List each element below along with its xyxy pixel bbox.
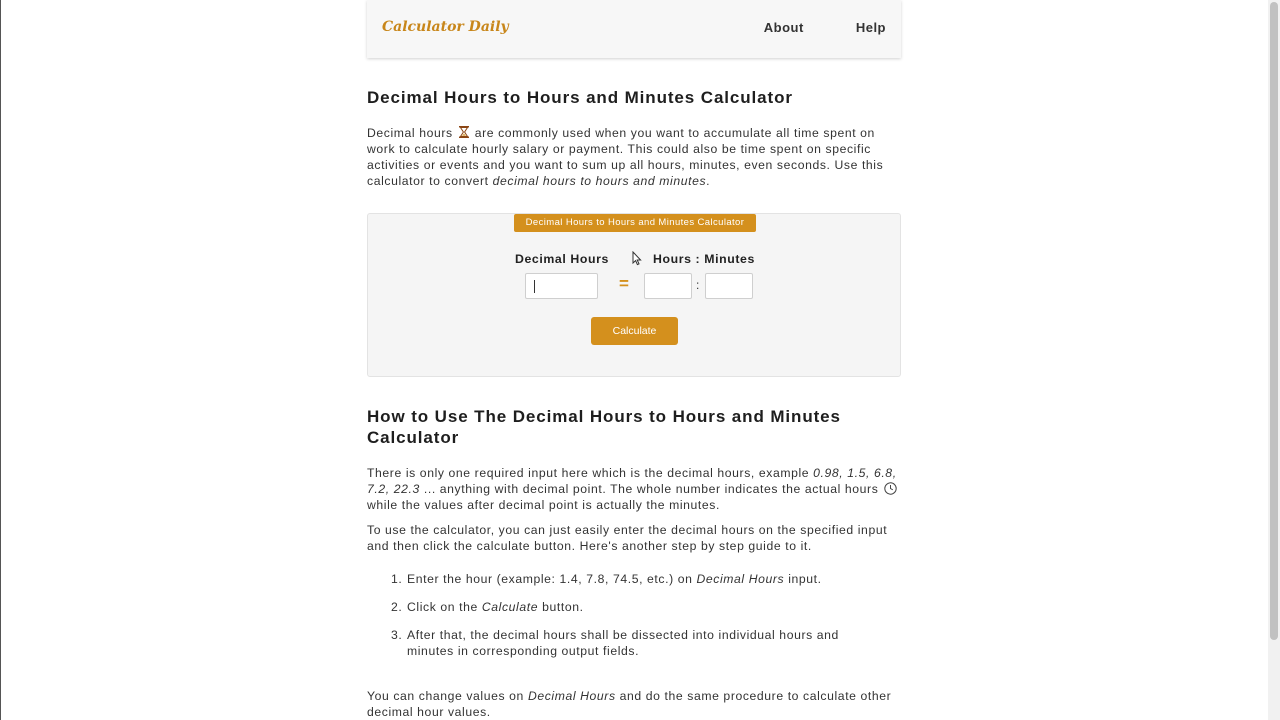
step-text: Click on the (407, 600, 478, 614)
howto-text-1b: ... anything with decimal point. The whole number indicates the actual hours (423, 482, 879, 496)
scrollbar[interactable] (1268, 0, 1280, 720)
howto-paragraph-1 (367, 465, 901, 513)
mouse-pointer-icon (632, 251, 642, 266)
list-item (367, 571, 847, 587)
step-text: Enter the hour (example: 1.4, 7.8, 74.5, etc.) on (407, 572, 693, 586)
page-content (367, 0, 901, 719)
calculator-tag: Decimal Hours to Hours and Minutes Calculator (514, 214, 756, 232)
hours-output[interactable] (644, 273, 692, 299)
step-emphasis: Calculate (481, 600, 539, 614)
navbar (367, 0, 901, 58)
text-caret (534, 280, 535, 293)
page-title: Decimal Hours to Hours and Minutes Calculator (367, 88, 793, 107)
howto-text-3b: and do the same procedure to calculate other decimal hour values. (367, 689, 892, 719)
decimal-hours-label: Decimal Hours (515, 252, 609, 266)
nav-about-link[interactable]: About (763, 20, 804, 35)
list-item (367, 627, 847, 659)
howto-examples: 0.98, 1.5, 6.8, 7.2, 22.3 (367, 466, 897, 496)
colon-separator: : (696, 278, 700, 292)
howto-text-1c: while the values after decimal point is actually the minutes. (367, 498, 720, 512)
hourglass-icon (459, 126, 469, 138)
intro-emphasis: decimal hours to hours and minutes (492, 174, 707, 188)
nav-help-link[interactable]: Help (855, 20, 886, 35)
window-edge (0, 0, 1, 720)
intro-text-1: Decimal hours (367, 126, 453, 140)
step-text: After that, the decimal hours shall be dissected into individual hours and minutes in corresponding output fields. (407, 628, 839, 658)
scrollbar-thumb[interactable] (1270, 2, 1278, 640)
nav-links (727, 20, 901, 35)
step-text-end: button. (542, 600, 584, 614)
howto-text-1a: There is only one required input here which is the decimal hours, example (367, 466, 810, 480)
step-number: 1. (391, 572, 403, 586)
decimal-hours-input[interactable] (525, 273, 598, 299)
intro-end: . (706, 174, 711, 188)
steps-list (367, 571, 901, 671)
clock-icon (884, 482, 897, 495)
howto-emphasis-3: Decimal Hours (527, 689, 616, 703)
list-item (367, 599, 847, 615)
step-text-end: input. (788, 572, 822, 586)
howto-text-3a: You can change values on (367, 689, 524, 703)
intro-text-2: are commonly used when you want to accumulate all time spent on work to calculate hourly salary or payment. This could also be time spent on specific activities or events and you want to sum up all hours, minutes, even seconds. Use this calculator to convert (367, 126, 884, 188)
hours-minutes-label: Hours : Minutes (653, 252, 755, 266)
step-number: 3. (391, 628, 403, 642)
calculate-button[interactable]: Calculate (591, 317, 678, 345)
step-emphasis: Decimal Hours (696, 572, 785, 586)
intro-paragraph (367, 125, 901, 189)
howto-paragraph-2: To use the calculator, you can just easily enter the decimal hours on the specified input and then click the calculate button. Here's another step by step guide to it. (367, 523, 888, 553)
howto-paragraph-3 (367, 688, 901, 720)
howto-title: How to Use The Decimal Hours to Hours and Minutes Calculator (367, 407, 841, 447)
step-number: 2. (391, 600, 403, 614)
calculator-panel (367, 213, 901, 377)
minutes-output[interactable] (705, 273, 753, 299)
equals-sign: = (619, 274, 629, 293)
brand-logo[interactable]: Calculator Daily (382, 19, 509, 35)
